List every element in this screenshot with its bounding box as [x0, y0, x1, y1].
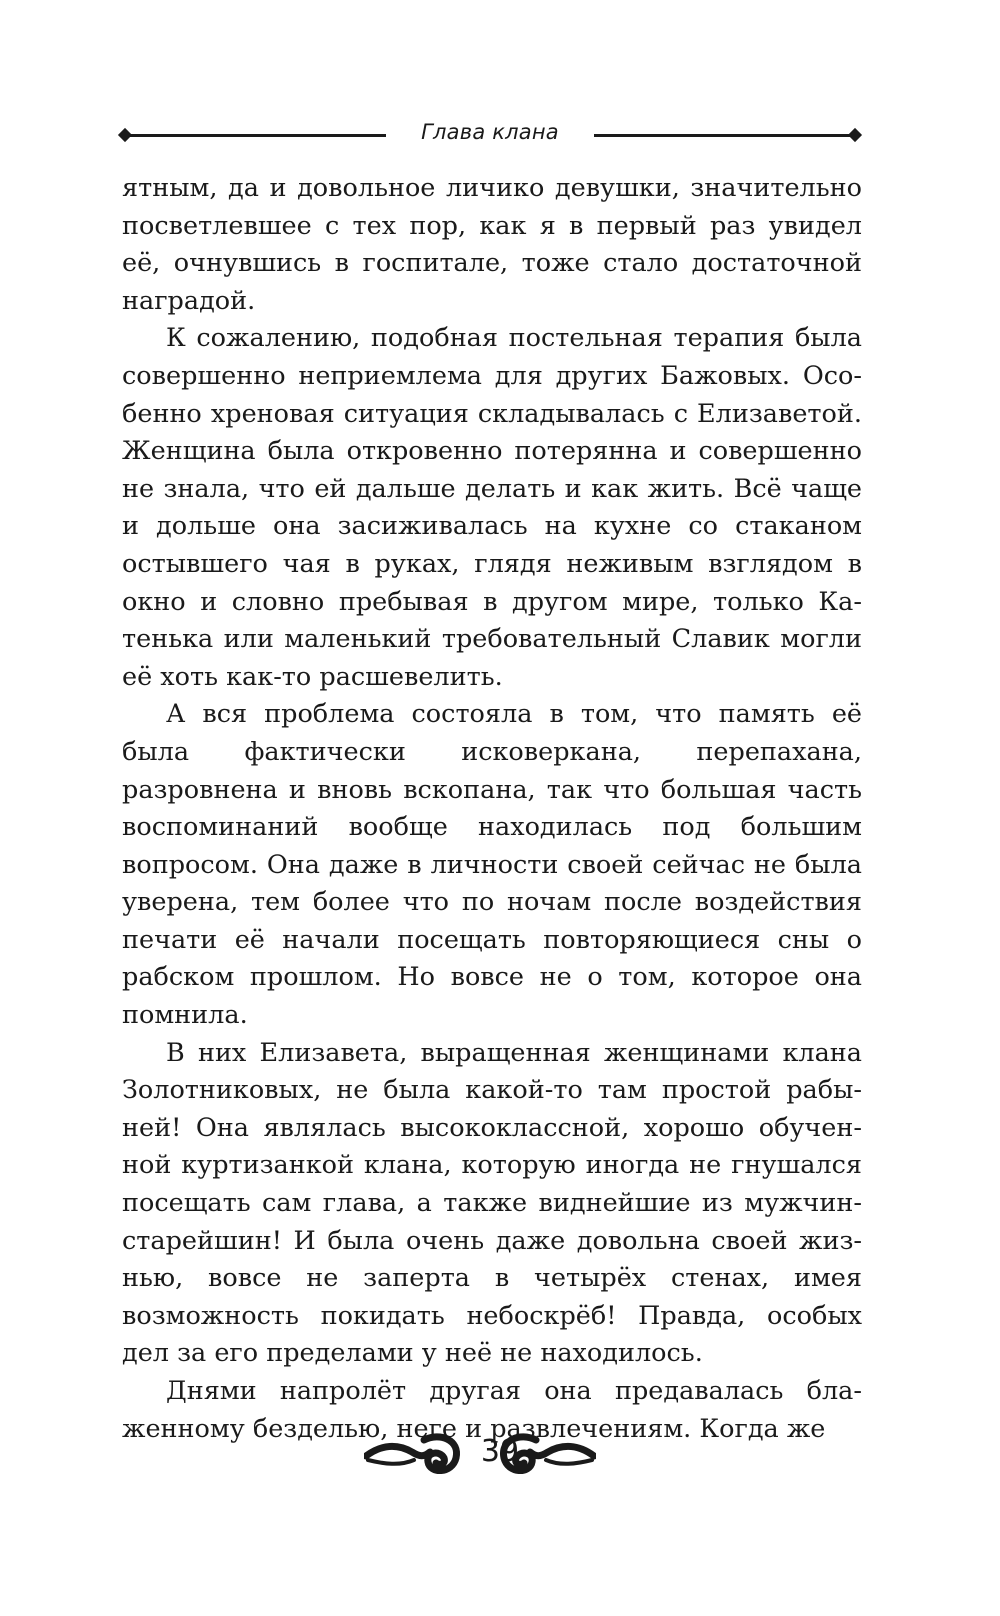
- left-flourish-ornament: [364, 1430, 464, 1478]
- body-text: [122, 170, 862, 1448]
- page-footer: [0, 1424, 1000, 1484]
- right-flourish-ornament: [496, 1430, 596, 1478]
- running-header: [120, 116, 860, 156]
- paragraph: В них Елизавета, выращенная женщинами клана Золотниковых, не была какой-то там простой рабыней! Она являлась высококлассной, хорошо обученной куртизанкой клана, которую иногда не гнушался посещать сам глава, а также виднейшие из мужчин-старейшин! И была очень даже довольна своей жизнью, вовсе не заперта в четырёх стенах, имея возможность покидать небоскрёб! Правда, особых дел за его пределами у неё не находилось.: [122, 1037, 862, 1369]
- paragraph: ятным, да и довольное личико девушки, значительно посветлевшее с тех пор, как я в первый раз увидел её, очнувшись в госпитале, тоже стало достаточной наградой.: [122, 173, 862, 316]
- running-title: Глава клана: [421, 120, 559, 144]
- paragraph: Днями напролёт другая она предавалась блаженному безделью, неге и развлечениям. Когда же: [122, 1376, 862, 1444]
- paragraph: А вся проблема состояла в том, что память её была фактически исковеркана, перепахана, разровнена и вновь вскопана, так что большая часть воспоминаний вообще находилась под большим вопросом. Она даже в личности своей сейчас не была уверена, тем более что по ночам после воздействия печати её начали посещать повторяющиеся сны о рабском прошлом. Но вовсе не о том, которое она помнила.: [122, 699, 862, 1031]
- page-number: 39: [480, 1434, 520, 1469]
- header-right-rule: [594, 134, 856, 137]
- paragraph: К сожалению, подобная постельная терапия была совершенно неприемлема для других Бажовых. Особенно хреновая ситуация складывалась с Елизаветой. Женщина была откровенно потерянна и совершенно не знала, что ей дальше делать и как жить. Всё чаще и дольше она засиживалась на кухне со стаканом остывшего чая в руках, глядя неживым взглядом в окно и словно пребывая в другом мире, только Катенька или маленький требовательный Славик могли её хоть как-то расшевелить.: [122, 323, 862, 692]
